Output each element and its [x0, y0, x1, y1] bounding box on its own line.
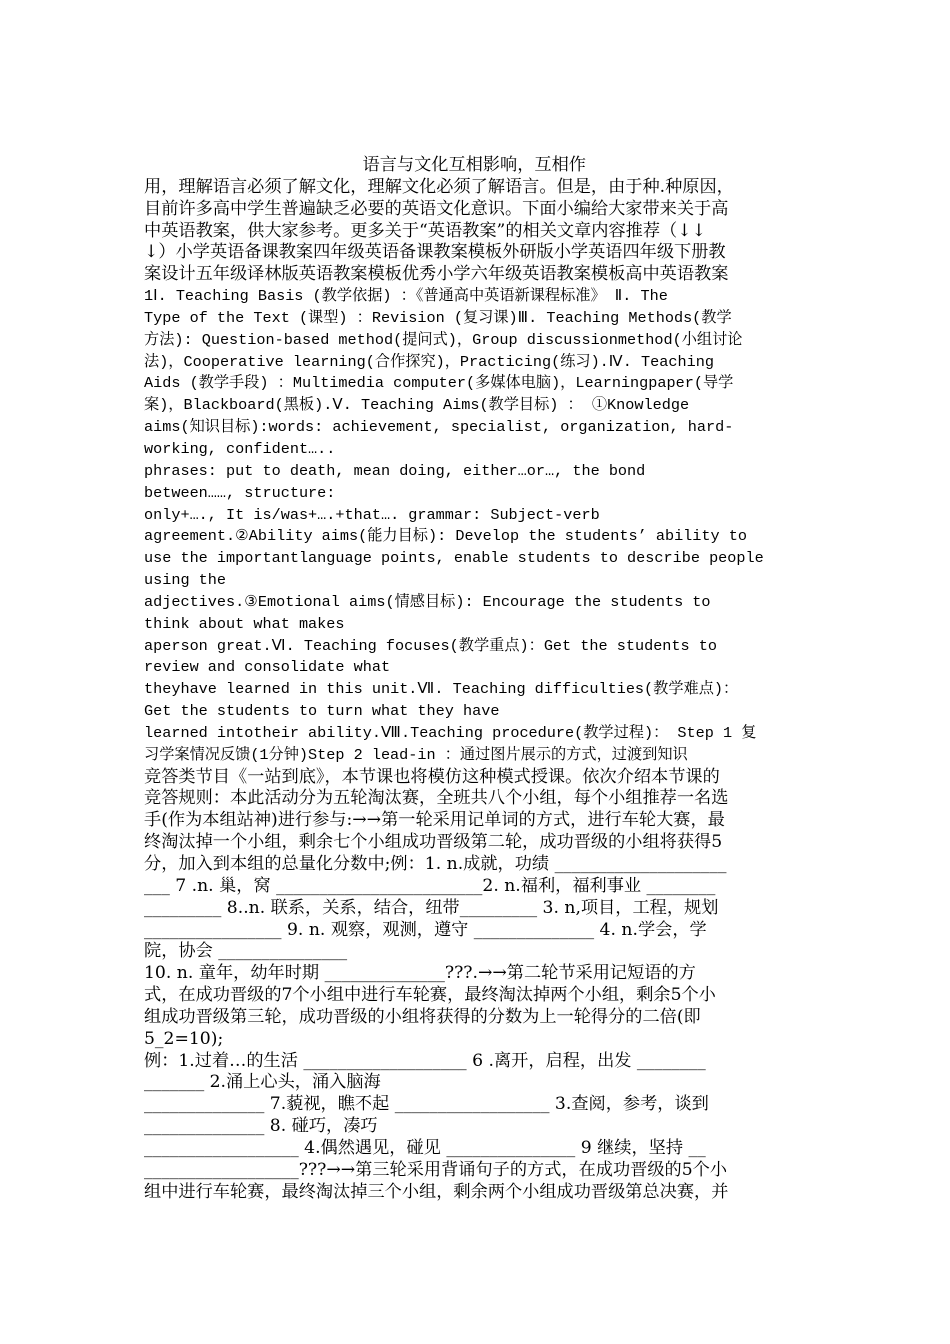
text-line: 目前许多高中学生普遍缺乏必要的英语文化意识。下面小编给大家带来关于高 — [144, 198, 729, 219]
text-line: ↓）小学英语备课教案四年级英语备课教案模板外研版小学英语四年级下册教 — [144, 242, 726, 263]
text-line: 组成功晋级第三轮，成功晋级的小组将获得的分数为上一轮得分的二倍(即 — [144, 1006, 701, 1027]
text-line: 1Ⅰ. Teaching Basis (教学依据) ：《普通高中英语新课程标准》 Ⅱ. The — [144, 287, 668, 306]
text-line: Type of the Text (课型) ：Revision (复习课)Ⅲ. Teaching Methods(教学 — [144, 308, 732, 327]
text-line: __________________ 4.偶然遇见，碰见 _______________ 9 继续，坚持 __ — [144, 1137, 706, 1158]
text-line: learned intotheir ability.Ⅷ.Teaching procedure(教学过程)： Step 1 复 — [144, 723, 757, 742]
text-line: only+…., It is/was+….+that…. grammar: Subject-verb — [144, 505, 600, 524]
text-line: ________________ 9. n. 观察，观测，遵守 ______________ 4. n.学会，学 — [144, 919, 707, 940]
text-line: review and consolidate what — [144, 658, 391, 677]
text-line: 式，在成功晋级的7个小组中进行车轮赛，最终淘汰掉两个小组，剩余5个小 — [144, 985, 716, 1006]
text-line: adjectives.③Emotional aims(情感目标): Encourage the students to — [144, 592, 711, 611]
text-line: use the importantlanguage points, enable students to describe people — [144, 549, 764, 568]
text-line: theyhave learned in this unit.Ⅶ. Teaching difficulties(教学难点)： — [144, 680, 739, 699]
text-line: 终淘汰掉一个小组，剩余七个小组成功晋级第二轮，成功晋级的小组将获得5 — [144, 832, 723, 853]
text-line: 竞答类节目《一站到底》，本节课也将模仿这种模式授课。依次介绍本节课的 — [144, 766, 720, 787]
text-line: 案设计五年级译林版英语教案模板优秀小学六年级英语教案模板高中英语教案 — [144, 264, 729, 285]
text-line: ___ 7 .n. 巢，窝 ________________________2. n.福利，福利事业 ________ — [144, 875, 716, 896]
text-line: 10. n. 童年，幼年时期 ______________???.→→第二轮节采用记短语的方 — [144, 963, 696, 984]
text-line: _______ 2.涌上心头，涌入脑海 — [144, 1072, 381, 1093]
text-line: 中英语教案，供大家参考。更多关于“英语教案”的相关文章内容推荐（↓↓ — [144, 220, 707, 241]
text-line: 案)，Blackboard(黑板).Ⅴ. Teaching Aims(教学目标) ： ①Knowledge — [144, 396, 690, 415]
document-body — [144, 155, 809, 1204]
text-line: Aids (教学手段) ：Multimedia computer(多媒体电脑)，Learningpaper(导学 — [144, 374, 734, 393]
text-line: 方法): Question-based method(提问式)，Group discussionmethod(小组讨论 — [144, 330, 743, 349]
text-line: 分，加入到本组的总量化分数中;例：1. n.成就，功绩 ____________________ — [144, 854, 727, 874]
text-line: agreement.②Ability aims(能力目标): Develop the students’ ability to — [144, 527, 747, 546]
text-line: 5_2=10); — [144, 1028, 224, 1049]
text-line: 竞答规则：本此活动分为五轮淘汰赛，全班共八个小组，每个小组推荐一名选 — [144, 788, 729, 809]
text-line: 例：1.过着…的生活 ___________________ 6 .离开，启程，出发 ________ — [144, 1050, 706, 1071]
text-line: aperson great.Ⅵ. Teaching focuses(教学重点)：Get the students to — [144, 636, 717, 655]
text-line: think about what makes — [144, 614, 345, 633]
text-line: 语言与文化互相影响，互相作 — [144, 155, 586, 175]
text-line: _________ 8..n. 联系，关系，结合，纽带_________ 3. n,项目，工程，规划 — [144, 897, 719, 918]
text-line: working, confident….. — [144, 439, 336, 458]
text-line: aims(知识目标):words: achievement, specialist, organization, hard- — [144, 418, 734, 437]
text-line: using the — [144, 571, 227, 590]
text-line: ______________ 8. 碰巧，凑巧 — [144, 1116, 378, 1137]
text-line: between……, structure: — [144, 483, 336, 502]
text-line: __________________???→→第三轮采用背诵句子的方式，在成功晋级的5个小 — [144, 1159, 728, 1180]
text-line: ______________ 7.藐视，瞧不起 __________________ 3.查阅，参考，谈到 — [144, 1094, 709, 1115]
text-line: 手(作为本组站神)进行参与:→→第一轮采用记单词的方式，进行车轮大赛，最 — [144, 810, 725, 831]
text-line: Get the students to turn what they have — [144, 702, 500, 721]
text-line: 习学案情况反馈(1分钟)Step 2 lead-in ：通过图片展示的方式，过渡到知识 — [144, 745, 688, 764]
text-line: phrases: put to death, mean doing, either…or…, the bond — [144, 461, 646, 480]
text-line: 院，协会 _______________ — [144, 941, 348, 962]
text-line: 法)，Cooperative learning(合作探究)，Practicing(练习).Ⅳ. Teaching — [144, 352, 714, 371]
text-line: 用，理解语言必须了解文化，理解文化必须了解语言。但是，由于种.种原因， — [144, 176, 734, 197]
text-line: 组中进行车轮赛，最终淘汰掉三个小组，剩余两个小组成功晋级第总决赛，并 — [144, 1181, 729, 1202]
